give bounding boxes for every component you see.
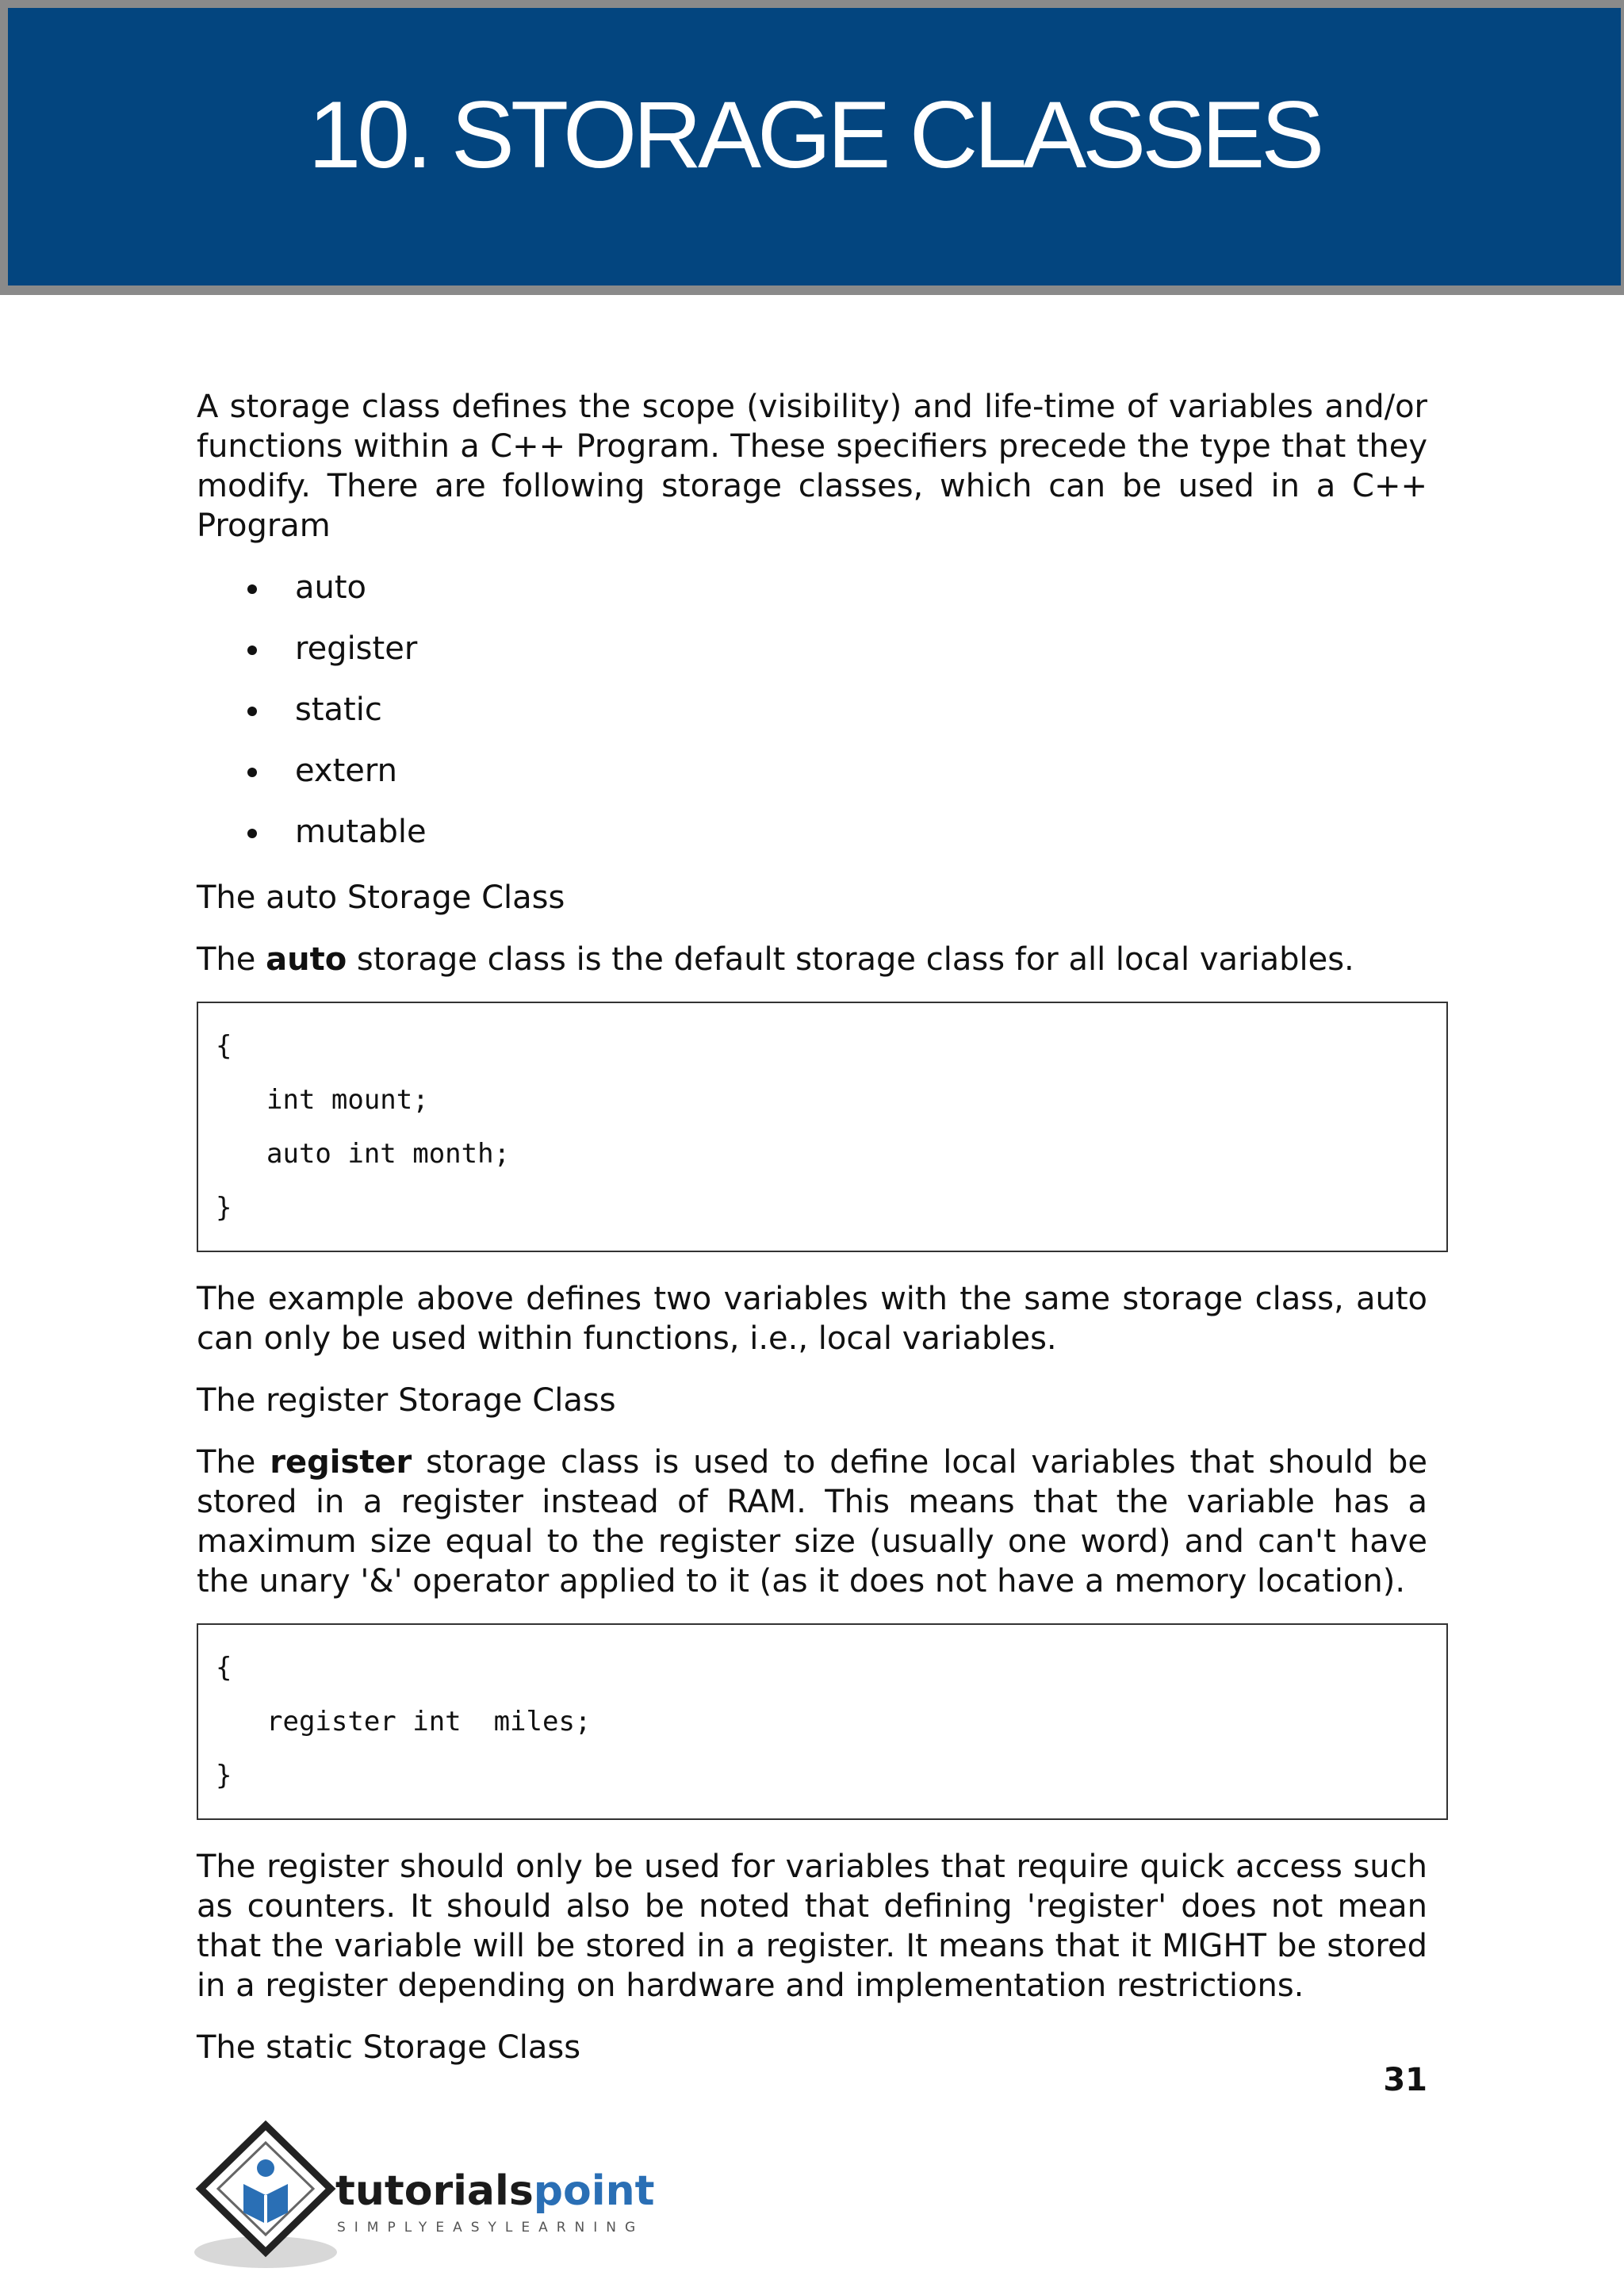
code-line: register int miles; (266, 1706, 592, 1738)
auto-code-block (197, 1002, 1448, 1252)
code-line: } (216, 1192, 232, 1224)
logo-wordmark: tutorialspoint (335, 2167, 655, 2215)
list-item: extern (197, 751, 1427, 812)
list-item: auto (197, 568, 1427, 629)
intro-paragraph: A storage class defines the scope (visibility) and life-time of variables and/or functions within a C++ Program. These specifiers precede the type that they modify. There are following storage classes, which can be used in a C++ Program (197, 389, 1427, 544)
auto-heading: The auto Storage Class (197, 879, 565, 916)
chapter-banner (0, 0, 1624, 295)
tutorialspoint-logo (194, 2119, 694, 2278)
static-heading: The static Storage Class (197, 2029, 581, 2066)
page-content (197, 387, 1427, 2067)
page-number: 31 (1383, 2062, 1427, 2098)
chapter-title: 10. STORAGE CLASSES (308, 82, 1321, 188)
storage-class-list (197, 568, 1427, 873)
bullet-icon (247, 829, 257, 838)
chapter-banner-inner (8, 8, 1621, 285)
register-keyword: register (270, 1444, 412, 1481)
register-explanation: The register should only be used for variables that require quick access such as counters. It should also be noted that defining 'register' does not mean that the variable will be stored in a register. It means that it MIGHT be stored in a register depending on hardware and implementation restrictions. (197, 1849, 1427, 2004)
bullet-icon (247, 768, 257, 777)
auto-explanation: The example above defines two variables with the same storage class, auto can only be used within functions, i.e., local variables. (197, 1281, 1427, 1357)
list-item: register (197, 629, 1427, 690)
code-line: { (216, 1652, 232, 1684)
logo-tagline: SIMPLYEASYLEARNING (337, 2220, 645, 2236)
list-item: static (197, 690, 1427, 751)
code-line: int mount; (266, 1084, 429, 1116)
code-line: } (216, 1760, 232, 1791)
bullet-icon (247, 707, 257, 716)
code-line: { (216, 1030, 232, 1062)
bullet-icon (247, 584, 257, 594)
bullet-icon (247, 646, 257, 655)
code-line: auto int month; (266, 1138, 511, 1170)
register-heading: The register Storage Class (197, 1382, 616, 1419)
register-description: The register storage class is used to define local variables that should be stored in a register instead of RAM. This means that the variable has a maximum size equal to the register size (usually one word) and can't have the unary '&' operator applied to it (as it does not have a memory location). (197, 1444, 1428, 1600)
register-code-block (197, 1623, 1448, 1820)
auto-keyword: auto (266, 941, 347, 978)
list-item: mutable (197, 812, 1427, 873)
auto-description: The auto storage class is the default storage class for all local variables. (197, 941, 1354, 978)
